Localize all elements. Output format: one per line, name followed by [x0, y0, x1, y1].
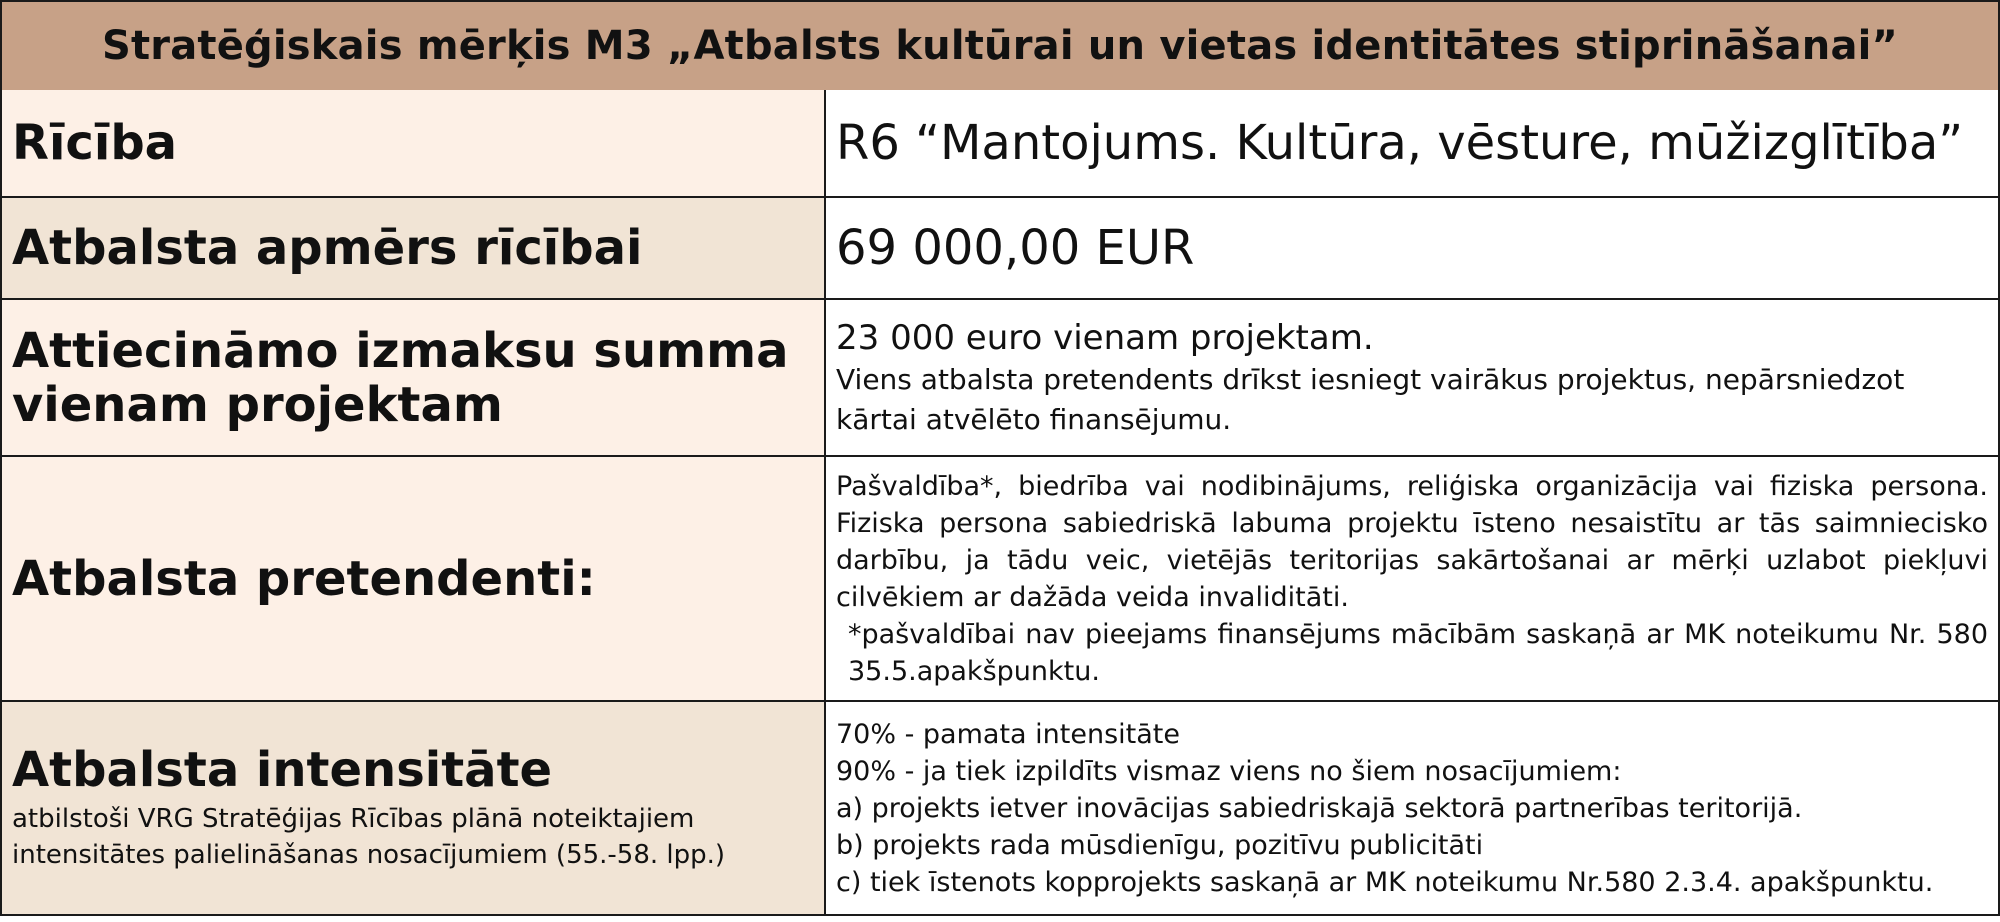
intensity-line: a) projekts ietver inovācijas sabiedriskajā sektorā partnerības teritorijā.: [836, 792, 1803, 824]
row-value-izmaksas: [826, 300, 1998, 455]
row-value-line: 23 000 euro vienam projektam.: [836, 317, 1374, 358]
table-row-apmers: [2, 198, 1998, 300]
row-label-apmers: [2, 198, 826, 298]
row-label-pretendenti: [2, 457, 826, 700]
row-label-text: Attiecināmo izmaksu summa vienam projektam: [12, 322, 789, 433]
row-label-text: Rīcība: [12, 115, 178, 171]
row-label-ricibas: [2, 90, 826, 196]
intensity-line: c) tiek īstenots kopprojekts saskaņā ar MK noteikumu Nr.580 2.3.4. apakšpunktu.: [836, 866, 1934, 898]
row-value-text: 69 000,00 EUR: [836, 220, 1195, 276]
row-value-paragraph: Pašvaldība*, biedrība vai nodibinājums, reliģiska organizācija vai fiziska persona. Fiziska persona sabiedriskā labuma projektu īsteno nesaistītu ar tās saimniecisko darbību, ja tādu veic, vietējās teritorijas sakārtošanai ar mērķi uzlabot piekļuvi cilvēkiem ar dažāda veida invaliditāti.: [836, 470, 1988, 613]
row-label-text: Atbalsta apmērs rīcībai: [12, 220, 643, 276]
row-value-apmers: [826, 198, 1998, 298]
row-label-izmaksas: [2, 300, 826, 455]
row-label-text: Atbalsta intensitāte: [12, 742, 553, 798]
intensity-line: b) projekts rada mūsdienīgu, pozitīvu publicitāti: [836, 829, 1484, 861]
intensity-line: 90% - ja tiek izpildīts vismaz viens no šiem nosacījumiem:: [836, 755, 1622, 787]
row-sublabel: atbilstoši VRG Stratēģijas Rīcības plānā noteiktajiem intensitātes palielināšanas nosacījumiem (55.-58. lpp.): [12, 804, 726, 870]
row-value-pretendenti: [826, 457, 1998, 700]
row-value-ricibas: [826, 90, 1998, 196]
row-label-text: Atbalsta pretendenti:: [12, 550, 596, 607]
row-value-note: Viens atbalsta pretendents drīkst iesniegt vairākus projektus, nepārsniedzot kārtai atvēlēto finansējumu.: [836, 362, 1905, 436]
table-body: [0, 90, 2000, 916]
table-row-pretendenti: [2, 457, 1998, 702]
table-row-izmaksas: [2, 300, 1998, 457]
table-row-intensitate: [2, 702, 1998, 916]
intensity-line: 70% - pamata intensitāte: [836, 718, 1180, 750]
row-value-intensitate: [826, 702, 1998, 914]
table-title: Stratēģiskais mērķis M3 „Atbalsts kultūrai un vietas identitātes stiprināšanai”: [0, 0, 2000, 92]
table-row-ricibas: [2, 90, 1998, 198]
row-label-intensitate: [2, 702, 826, 914]
row-value-footnote: *pašvaldībai nav pieejams finansējums mācībām saskaņā ar MK noteikumu Nr. 580 35.5.apakšpunktu.: [848, 618, 1988, 687]
row-value-text: R6 “Mantojums. Kultūra, vēsture, mūžizglītība”: [836, 115, 1964, 171]
